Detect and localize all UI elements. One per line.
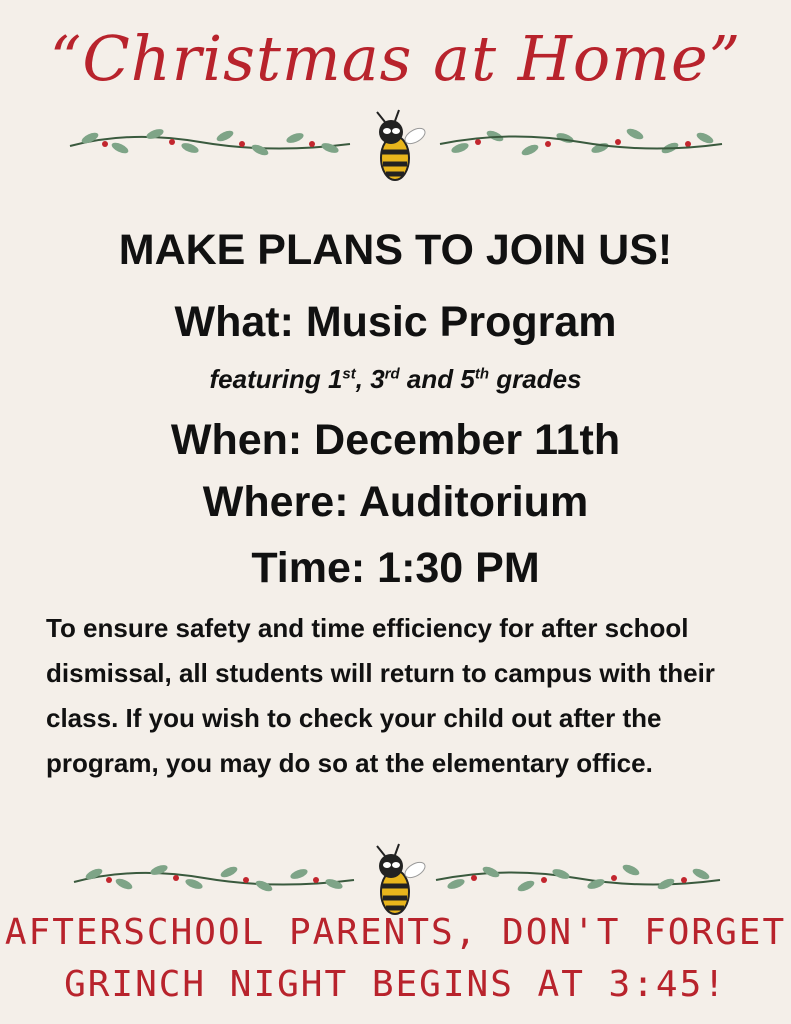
- heading: MAKE PLANS TO JOIN US!: [118, 226, 673, 274]
- page-title: “Christmas at Home”: [49, 22, 742, 95]
- what-line: What: Music Program: [174, 298, 617, 346]
- holly-garland-top-icon: [60, 108, 731, 188]
- yellowjacket-mascot-bottom-icon: [377, 844, 428, 914]
- garland-left: [70, 137, 350, 149]
- holly-garland-bottom-icon: [60, 842, 731, 922]
- notice-paragraph: To ensure safety and time efficiency for after school dismissal, all students will return to campus with their class. If you wish to check your child out after the program, you may do so at the elementary office.: [46, 613, 715, 778]
- where-line: Where: Auditorium: [202, 478, 589, 526]
- when-line: When: December 11th: [170, 416, 621, 464]
- footer-line-2: GRINCH NIGHT BEGINS AT 3:45!: [64, 964, 727, 1005]
- yellowjacket-mascot-icon: [377, 110, 428, 180]
- time-line: Time: 1:30 PM: [251, 544, 540, 592]
- featuring-line: featuring 1st, 3rd and 5th grades: [209, 364, 582, 394]
- footer-line-1: AFTERSCHOOL PARENTS, DON'T FORGET: [4, 912, 787, 953]
